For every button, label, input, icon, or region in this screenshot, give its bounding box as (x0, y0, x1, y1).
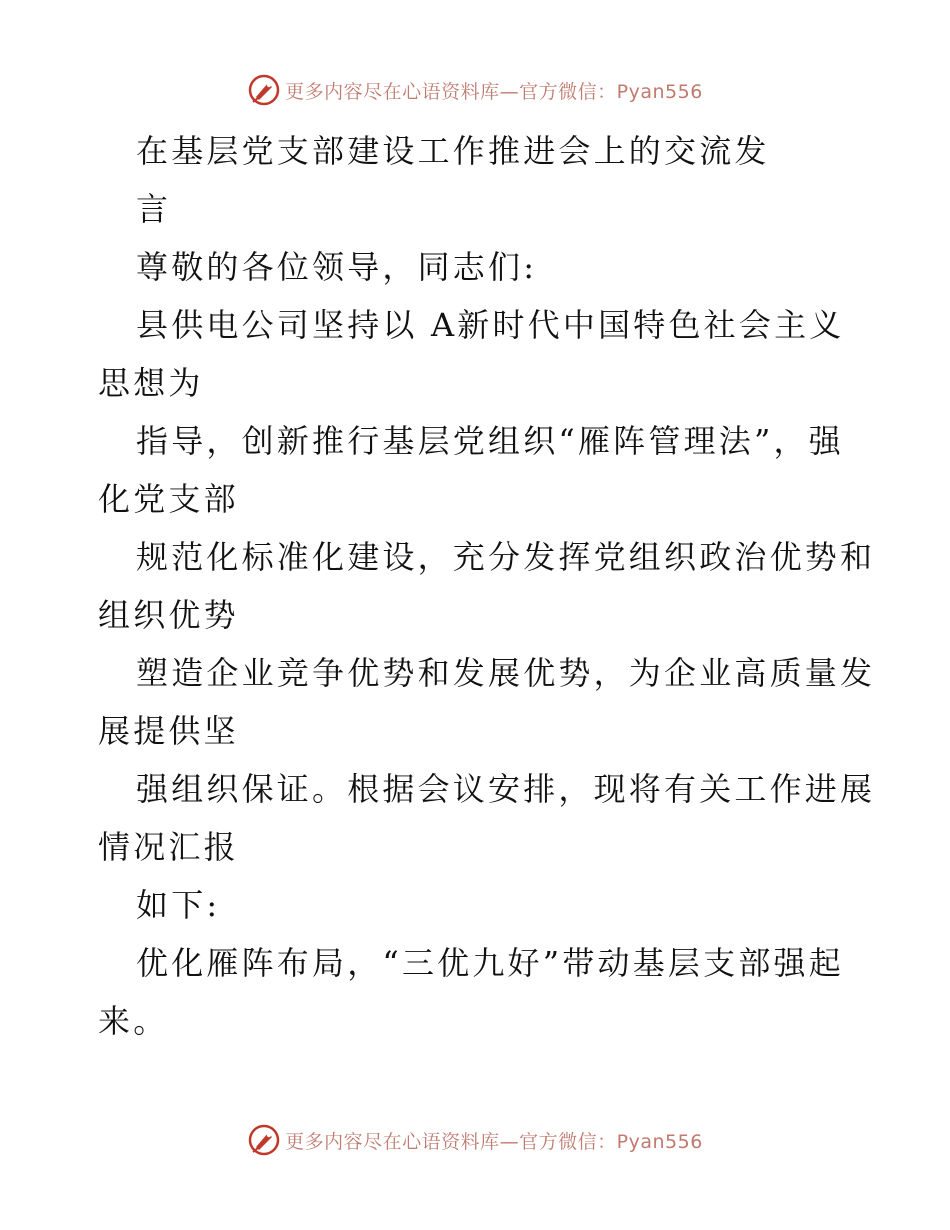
document-body (98, 122, 876, 1050)
paragraph-line: 情况汇报 (98, 828, 239, 866)
paragraph-line: 塑造企业竞争优势和发展优势，为企业高质量发 (136, 654, 876, 692)
watermark-text: 更多内容尽在心语资料库—官方微信：Pyan556 (285, 80, 703, 103)
watermark-banner-top (0, 72, 950, 108)
watermark-text: 更多内容尽在心语资料库—官方微信：Pyan556 (285, 1130, 703, 1153)
paragraph-line: 强组织保证。根据会议安排，现将有关工作进展 (136, 770, 876, 808)
watermark-banner-bottom (0, 1122, 950, 1158)
paragraph-line: 展提供坚 (98, 712, 239, 750)
paragraph-line: 县供电公司坚持以 A新时代中国特色社会主义 (136, 306, 845, 344)
pen-nib-logo-icon (247, 1123, 281, 1157)
paragraph-line: 化党支部 (98, 480, 239, 518)
paragraph-line: 优化雁阵布局，“三优九好”带动基层支部强起 (136, 944, 844, 982)
title-line-1: 在基层党支部建设工作推进会上的交流发 (136, 132, 770, 170)
paragraph-line: 指导，创新推行基层党组织“雁阵管理法”，强 (136, 422, 844, 460)
title-line-2: 言 (136, 190, 172, 228)
paragraph-line: 组织优势 (98, 596, 239, 634)
paragraph-line: 如下: (136, 886, 221, 924)
paragraph-line: 思想为 (98, 364, 204, 402)
paragraph-line: 规范化标准化建设，充分发挥党组织政治优势和 (136, 538, 876, 576)
paragraph-line: 来。 (98, 1002, 169, 1040)
pen-nib-logo-icon (247, 73, 281, 107)
salutation: 尊敬的各位领导，同志们: (136, 248, 538, 286)
